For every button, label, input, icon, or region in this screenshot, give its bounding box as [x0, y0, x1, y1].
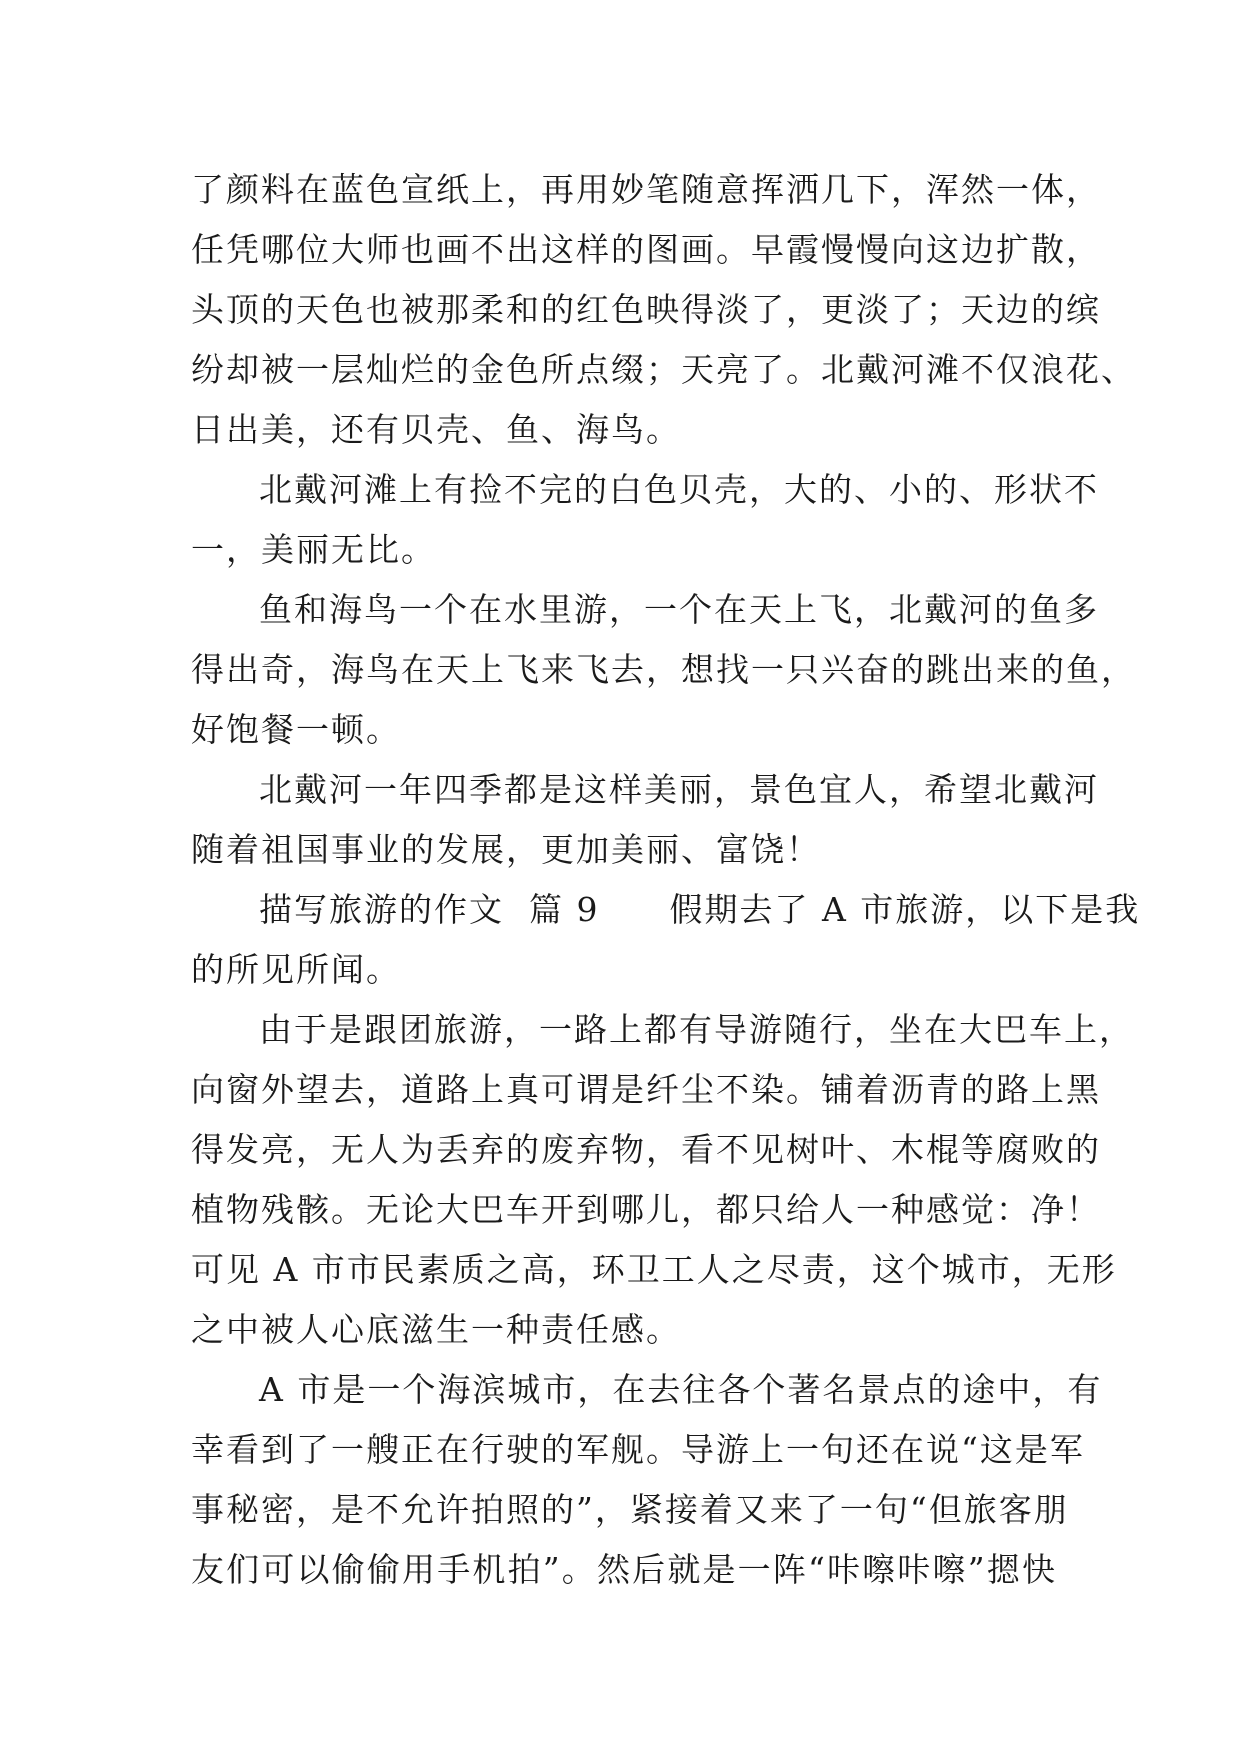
text-line: 事秘密，是不允许拍照的”，紧接着又来了一句“但旅客朋: [191, 1490, 1069, 1529]
text-line: 北戴河滩上有捡不完的白色贝壳，大的、小的、形状不: [259, 470, 1099, 509]
paragraph-6: [191, 1000, 1134, 1360]
text-line: 任凭哪位大师也画不出这样的图画。早霞慢慢向这边扩散，: [191, 230, 1101, 269]
paragraph-1: [191, 160, 1136, 460]
paragraph-3: [191, 580, 1136, 760]
text-line: 得发亮，无人为丢弃的废弃物，看不见树叶、木棍等腐败的: [191, 1130, 1101, 1169]
text-line: A 市是一个海滨城市，在去往各个著名景点的途中，有: [259, 1370, 1103, 1409]
text-line: 由于是跟团旅游，一路上都有导游随行，坐在大巴车上，: [259, 1010, 1134, 1049]
paragraph-2: [191, 460, 1099, 580]
text-line: 友们可以偷偷用手机拍”。然后就是一阵“咔嚓咔嚓”摁快: [191, 1550, 1057, 1589]
text-line: 头顶的天色也被那柔和的红色映得淡了，更淡了；天边的缤: [191, 290, 1101, 329]
text-line: 向窗外望去，道路上真可谓是纤尘不染。铺着沥青的路上黑: [191, 1070, 1101, 1109]
text-line: 纷却被一层灿烂的金色所点缀；天亮了。北戴河滩不仅浪花、: [191, 350, 1136, 389]
text-line: 一，美丽无比。: [191, 530, 436, 569]
document-body: [191, 160, 1141, 1600]
text-line: 之中被人心底滋生一种责任感。: [191, 1310, 681, 1349]
text-line: 得出奇，海鸟在天上飞来飞去，想找一只兴奋的跳出来的鱼，: [191, 650, 1136, 689]
text-line: 好饱餐一顿。: [191, 710, 401, 749]
section-heading: 描写旅游的作文 篇 9: [259, 890, 600, 929]
text-line: 了颜料在蓝色宣纸上，再用妙笔随意挥洒几下，浑然一体，: [191, 170, 1101, 209]
paragraph-7: [191, 1360, 1103, 1600]
text-line: 植物残骸。无论大巴车开到哪儿，都只给人一种感觉：净！: [191, 1190, 1101, 1229]
text-line: 幸看到了一艘正在行驶的军舰。导游上一句还在说“这是军: [191, 1430, 1085, 1469]
text-line: 的所见所闻。: [191, 950, 401, 989]
text-line: 可见 A 市市民素质之高，环卫工人之尽责，这个城市，无形: [191, 1250, 1117, 1289]
paragraph-4: [191, 760, 1099, 880]
text-line: 鱼和海鸟一个在水里游，一个在天上飞，北戴河的鱼多: [259, 590, 1099, 629]
text-segment: 假期去了 A 市旅游，以下是我: [669, 890, 1141, 929]
section-heading-line: [191, 880, 1141, 940]
text-line: 随着祖国事业的发展，更加美丽、富饶！: [191, 830, 821, 869]
text-line: 日出美，还有贝壳、鱼、海鸟。: [191, 410, 681, 449]
paragraph-5: [191, 880, 1141, 1000]
text-line: 北戴河一年四季都是这样美丽，景色宜人，希望北戴河: [259, 770, 1099, 809]
